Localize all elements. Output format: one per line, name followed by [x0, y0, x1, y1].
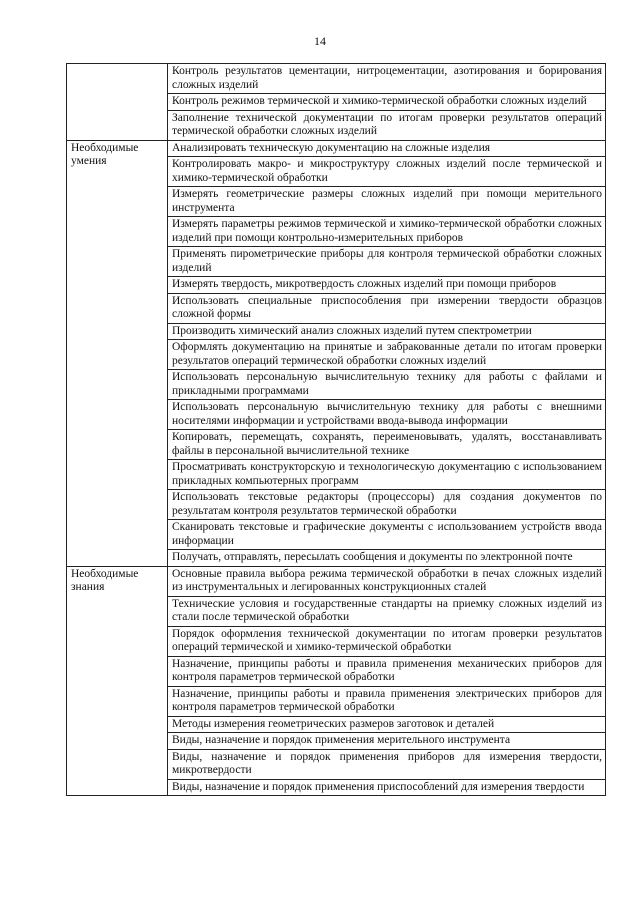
requirement-item: Сканировать текстовые и графические документы с использованием устройств ввода информации: [168, 520, 606, 550]
requirement-item: Использовать персональную вычислительную технику для работы с файлами и прикладными программами: [168, 370, 606, 400]
category-cell: Необходимые умения: [67, 140, 168, 566]
requirement-item: Просматривать конструкторскую и технологическую документацию с использованием прикладных компьютерных программ: [168, 460, 606, 490]
requirement-item: Основные правила выбора режима термической обработки в печах сложных изделий из инструментальных и легированных конструкционных сталей: [168, 566, 606, 596]
table-row: [67, 140, 606, 157]
table-row: [67, 64, 606, 94]
requirement-item: Производить химический анализ сложных изделий путем спектрометрии: [168, 323, 606, 340]
requirement-item: Измерять параметры режимов термической и химико-термической обработки сложных изделий при помощи контрольно-измерительных приборов: [168, 217, 606, 247]
requirement-item: Порядок оформления технической документации по итогам проверки результатов операций термической и химико-термической обработки: [168, 626, 606, 656]
requirement-item: Использовать специальные приспособления при измерении твердости образцов сложной формы: [168, 293, 606, 323]
requirement-item: Виды, назначение и порядок применения приспособлений для измерения твердости: [168, 779, 606, 796]
requirement-item: Контроль результатов цементации, нитроцементации, азотирования и борирования сложных изделий: [168, 64, 606, 94]
category-cell: Необходимые знания: [67, 566, 168, 796]
requirement-item: Назначение, принципы работы и правила применения механических приборов для контроля параметров термической обработки: [168, 656, 606, 686]
requirement-item: Назначение, принципы работы и правила применения электрических приборов для контроля параметров термической обработки: [168, 686, 606, 716]
requirement-item: Применять пирометрические приборы для контроля термической обработки сложных изделий: [168, 247, 606, 277]
requirement-item: Измерять геометрические размеры сложных изделий при помощи мерительного инструмента: [168, 187, 606, 217]
requirement-item: Методы измерения геометрических размеров заготовок и деталей: [168, 716, 606, 733]
category-cell: [67, 64, 168, 141]
table-row: [67, 566, 606, 596]
requirement-item: Анализировать техническую документацию на сложные изделия: [168, 140, 606, 157]
requirement-item: Использовать персональную вычислительную технику для работы с внешними носителями информации и устройствами ввода-вывода информации: [168, 400, 606, 430]
requirement-item: Технические условия и государственные стандарты на приемку сложных изделий из стали после термической обработки: [168, 596, 606, 626]
requirement-item: Оформлять документацию на принятые и забракованные детали по итогам проверки результатов операций термической обработки сложных изделий: [168, 340, 606, 370]
page-number: 14: [314, 34, 326, 48]
requirement-item: Получать, отправлять, пересылать сообщения и документы по электронной почте: [168, 550, 606, 567]
requirement-item: Виды, назначение и порядок применения мерительного инструмента: [168, 733, 606, 750]
requirement-item: Использовать текстовые редакторы (процессоры) для создания документов по результатам контроля результатов термической обработки: [168, 490, 606, 520]
requirement-item: Заполнение технической документации по итогам проверки результатов операций термической обработки сложных изделий: [168, 110, 606, 140]
requirements-table: [66, 63, 606, 796]
requirement-item: Контролировать макро- и микроструктуру сложных изделий после термической и химико-термической обработки: [168, 157, 606, 187]
requirement-item: Копировать, перемещать, сохранять, переименовывать, удалять, восстанавливать файлы в персональной вычислительной технике: [168, 430, 606, 460]
requirements-table-body: [67, 64, 606, 796]
requirement-item: Виды, назначение и порядок применения приборов для измерения твердости, микротвердости: [168, 749, 606, 779]
requirement-item: Измерять твердость, микротвердость сложных изделий при помощи приборов: [168, 277, 606, 294]
requirement-item: Контроль режимов термической и химико-термической обработки сложных изделий: [168, 94, 606, 111]
